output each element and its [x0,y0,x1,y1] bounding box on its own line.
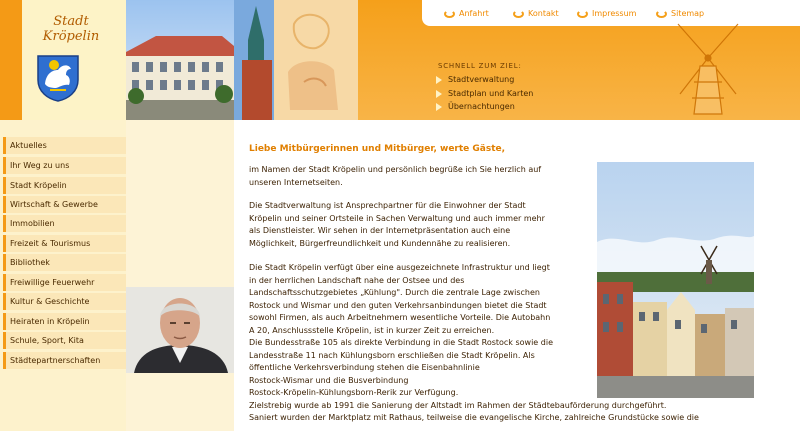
sidebar-item-immobilien[interactable]: Immobilien [3,215,126,232]
nav-impressum-label: Impressum [592,9,637,18]
arrow-right-icon [436,76,442,84]
portrait-column [126,120,234,431]
text-line: A 20, Anschlussstelle Kröpelin, ist in kurzer Zeit zu erreichen. [249,325,495,335]
text-line: Saniert wurden der Marktplatz mit Rathaus, teilweise die evangelische Kirche, zahlreiche Grundstücke sowie die [249,413,699,422]
nav-kontakt-label: Kontakt [528,9,559,18]
text-line: Rostock und Wismar und den guten Verkehrsanbindungen bietet die Stadt [249,300,547,310]
town-hall-photo [126,0,234,120]
quick-link-label: Stadtverwaltung [448,75,515,84]
church-collage-photo [234,0,358,120]
text-line: öffentliche Verkehrsverbindung stehen die Eisenbahnlinie [249,363,480,372]
mayor-portrait-photo [126,287,234,373]
text-line: als Dienstleister. Wir sehen in der Internetpräsentation auch eine [249,226,511,235]
text-line: in der herrlichen Landschaft nahe der Ostsee und des [249,275,465,285]
text-line: Die Stadtverwaltung ist Ansprechpartner für die Einwohner der Stadt [249,201,526,210]
sidebar-item-freizeit[interactable]: Freizeit & Tourismus [3,235,126,252]
swirl-icon [577,10,588,18]
nav-impressum[interactable] [577,9,636,18]
text-line: Zielstrebig wurde ab 1991 die Sanierung der Altstadt im Rahmen der Städtebauförderung durchgeführt. [249,400,667,410]
text-line: Die Bundesstraße 105 als direkte Verbindung in die Stadt Rostock sowie die [249,338,553,347]
sidebar-item-ihr-weg[interactable]: Ihr Weg zu uns [3,157,126,174]
coat-of-arms-icon [36,54,80,102]
nav-anfahrt[interactable] [444,9,489,18]
logo-area[interactable] [0,0,126,120]
sidebar-item-heiraten[interactable]: Heiraten in Kröpelin [3,313,126,330]
quick-link-stadtverwaltung[interactable] [436,75,514,84]
quick-links-title: SCHNELL ZUM ZIEL: [438,62,522,70]
text-line: Landschaftsschutzgebietes „Kühlung". Durch die zentrale Lage zwischen [249,288,540,297]
quick-link-label: Stadtplan und Karten [448,89,534,98]
windmill-icon [672,18,744,116]
text-line: Rostock-Wismar und die Busverbindung [249,375,409,385]
swirl-icon [656,10,667,18]
nav-anfahrt-label: Anfahrt [459,9,489,18]
intro-paragraph [249,164,541,189]
sidebar-item-kultur[interactable]: Kultur & Geschichte [3,293,126,310]
swirl-icon [444,10,455,18]
quick-link-stadtplan[interactable] [436,89,533,98]
nav-kontakt[interactable] [513,9,559,18]
site-title-line2: Kröpelin [42,29,100,44]
sidebar-item-feuerwehr[interactable]: Freiwillige Feuerwehr [3,274,126,291]
text-line: Die Stadt Kröpelin verfügt über eine ausgezeichnete Infrastruktur und liegt [249,263,550,272]
text-line: im Namen der Stadt Kröpelin und persönlich begrüße ich Sie herzlich auf [249,165,542,174]
administration-paragraph [249,200,545,250]
text-line: sowohl Firmen, als auch Arbeitnehmern wesentliche Vorteile. Die Autobahn [249,313,551,322]
text-line: Kröpelin und seiner Ortsteile in Sachen Verwaltung und auch immer mehr [249,213,545,223]
sidebar-item-schule[interactable]: Schule, Sport, Kita [3,332,126,349]
sidebar-item-partnerschaften[interactable]: Städtepartnerschaften [3,352,126,369]
arrow-right-icon [436,103,442,111]
text-line: Möglichkeit, Bürgerfreundlichkeit und Kundennähe zu realisieren. [249,238,511,248]
nav-sitemap[interactable] [656,9,704,18]
sidebar-item-stadt[interactable]: Stadt Kröpelin [3,177,126,194]
sidebar-item-wirtschaft[interactable]: Wirtschaft & Gewerbe [3,196,126,213]
arrow-right-icon [436,90,442,98]
quick-link-label: Übernachtungen [448,102,515,111]
swirl-icon [513,10,524,18]
site-title [26,14,116,44]
welcome-heading: Liebe Mitbürgerinnen und Mitbürger, werte Gäste, [249,144,506,154]
sidebar-item-bibliothek[interactable]: Bibliothek [3,254,126,271]
text-line: unseren Internetseiten. [249,177,343,187]
site-title-line1: Stadt [53,14,89,29]
sidebar-item-aktuelles[interactable]: Aktuelles [3,137,126,154]
site-header [0,0,800,120]
town-street-photo [597,162,754,398]
nav-sitemap-label: Sitemap [671,9,705,18]
text-line: Landesstraße 11 nach Kühlungsborn erschließen die Stadt Kröpelin. Als [249,350,535,360]
quick-link-uebernachtungen[interactable] [436,102,515,111]
text-line: Rostock-Kröpelin-Kühlungsborn-Rerik zur Verfügung. [249,388,459,397]
